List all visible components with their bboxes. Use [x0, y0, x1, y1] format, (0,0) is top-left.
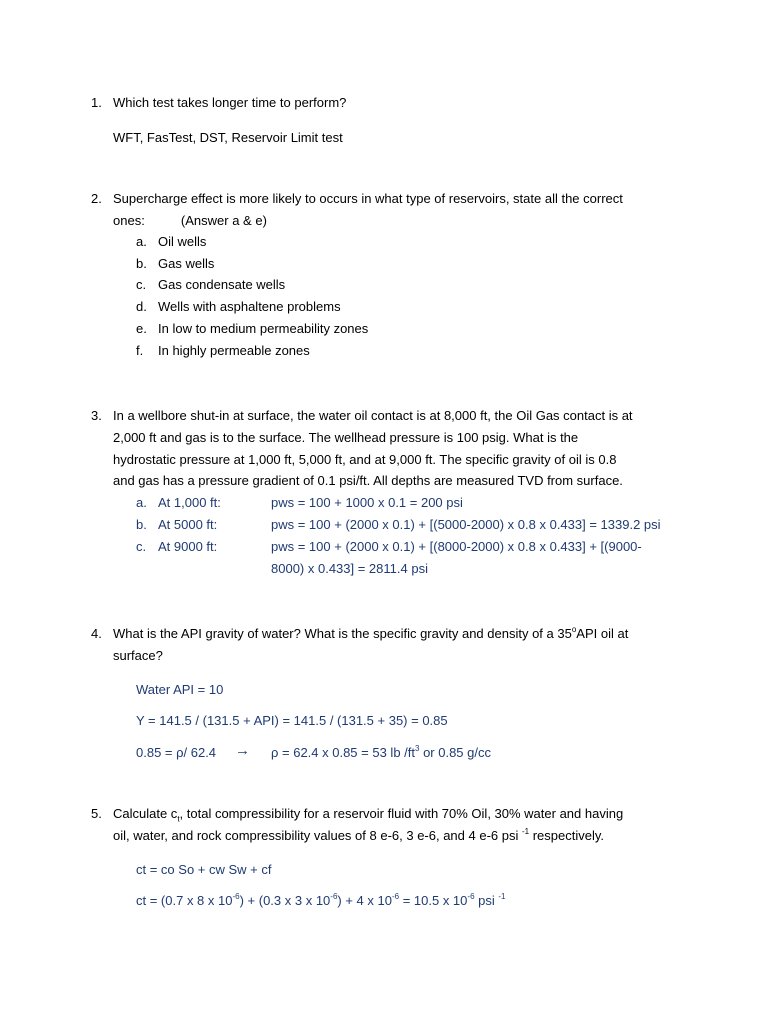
- q4-question-line1: [113, 626, 628, 642]
- superscript: -6: [232, 891, 240, 901]
- q4-number: 4.: [91, 626, 102, 641]
- superscript: -6: [467, 891, 475, 901]
- calc-part: = 10.5 x 10: [399, 893, 468, 908]
- q2-item-letter: d.: [136, 299, 147, 314]
- q2-item-letter: f.: [136, 343, 144, 358]
- superscript: -1: [498, 891, 506, 901]
- q3-answer-label: At 1,000 ft:: [158, 495, 221, 510]
- q3-answer-letter: b.: [136, 517, 147, 532]
- q1-number: 1.: [91, 95, 102, 110]
- q3-answer-value: pws = 100 + 1000 x 0.1 = 200 psi: [271, 495, 463, 510]
- q2-question-line2: ones: (Answer a & e): [113, 213, 267, 228]
- q1-options: WFT, FasTest, DST, Reservoir Limit test: [113, 130, 343, 145]
- q3-number: 3.: [91, 408, 102, 423]
- q4-question-line2: surface?: [113, 648, 163, 663]
- q2-item-text: Oil wells: [158, 234, 207, 249]
- q1-question: Which test takes longer time to perform?: [113, 95, 347, 110]
- q2-item-letter: e.: [136, 321, 147, 336]
- q2-item-text: Wells with asphaltene problems: [158, 299, 341, 314]
- q5-question-line2: [113, 828, 604, 844]
- superscript: -6: [330, 891, 338, 901]
- calc-part: psi: [474, 893, 499, 908]
- q3-answer-label: At 9000 ft:: [158, 539, 218, 554]
- q3-question-line: hydrostatic pressure at 1,000 ft, 5,000 ft, and at 9,000 ft. The specific gravity of oil is 0.8: [113, 452, 617, 467]
- q3-answer-value: pws = 100 + (2000 x 0.1) + [(5000-2000) x 0.8 x 0.433] = 1339.2 psi: [271, 517, 661, 532]
- q5-answer-calculation: [136, 893, 506, 909]
- q3-question-line: and gas has a pressure gradient of 0.1 psi/ft. All depths are measured TVD from surface.: [113, 473, 623, 488]
- arrow-right-icon: →: [235, 742, 250, 759]
- superscript: -6: [391, 891, 400, 901]
- q4-answer-density-left: 0.85 = ρ/ 62.4: [136, 745, 217, 760]
- q3-answer-value: pws = 100 + (2000 x 0.1) + [(8000-2000) x 0.8 x 0.433] + [(9000-: [271, 539, 642, 554]
- q5-question-text: respectively.: [529, 828, 605, 843]
- q4-answer-water-api: Water API = 10: [136, 682, 224, 697]
- calc-part: ct = (0.7 x 8 x 10: [136, 893, 233, 908]
- q2-item-letter: a.: [136, 234, 147, 249]
- q4-question-text: API oil at: [576, 626, 629, 641]
- q3-answer-letter: a.: [136, 495, 147, 510]
- calc-part: ) + (0.3 x 3 x 10: [239, 893, 331, 908]
- q3-answer-letter: c.: [136, 539, 147, 554]
- q4-answer-density-right: [271, 745, 491, 761]
- q2-item-letter: b.: [136, 256, 147, 271]
- q5-answer-formula: ct = co So + cw Sw + cf: [136, 862, 272, 877]
- q4-answer-specific-gravity: Y = 141.5 / (131.5 + API) = 141.5 / (131.5 + 35) = 0.85: [136, 713, 448, 728]
- q5-number: 5.: [91, 806, 102, 821]
- subscript: t: [177, 814, 180, 824]
- q2-number: 2.: [91, 191, 102, 206]
- superscript: 3: [415, 743, 420, 753]
- q3-question-line: 2,000 ft and gas is to the surface. The wellhead pressure is 100 psig. What is the: [113, 430, 579, 445]
- q2-question-line1: Supercharge effect is more likely to occurs in what type of reservoirs, state all the correct: [113, 191, 623, 206]
- q3-question-line: In a wellbore shut-in at surface, the water oil contact is at 8,000 ft, the Oil Gas contact is at: [113, 408, 633, 423]
- q4-density-text: ρ = 62.4 x 0.85 = 53 lb /ft: [271, 745, 415, 760]
- q3-answer-label: At 5000 ft:: [158, 517, 218, 532]
- q4-density-text: or 0.85 g/cc: [419, 745, 491, 760]
- calc-part: ) + 4 x 10: [337, 893, 392, 908]
- q2-item-text: Gas wells: [158, 256, 215, 271]
- q4-question-text: What is the API gravity of water? What is the specific gravity and density of a 35: [113, 626, 572, 641]
- q2-item-letter: c.: [136, 277, 147, 292]
- q5-question-text: Calculate c: [113, 806, 178, 821]
- q5-question-text: oil, water, and rock compressibility values of 8 e-6, 3 e-6, and 4 e-6 psi: [113, 828, 522, 843]
- q5-question-text: , total compressibility for a reservoir fluid with 70% Oil, 30% water and having: [179, 806, 624, 821]
- q2-item-text: Gas condensate wells: [158, 277, 286, 292]
- superscript: -1: [521, 826, 530, 836]
- q3-answer-continuation: 8000) x 0.433] = 2811.4 psi: [271, 561, 428, 576]
- q2-item-text: In highly permeable zones: [158, 343, 310, 358]
- degree-symbol: o: [571, 624, 577, 634]
- q2-item-text: In low to medium permeability zones: [158, 321, 369, 336]
- q5-question-line1: [113, 806, 623, 822]
